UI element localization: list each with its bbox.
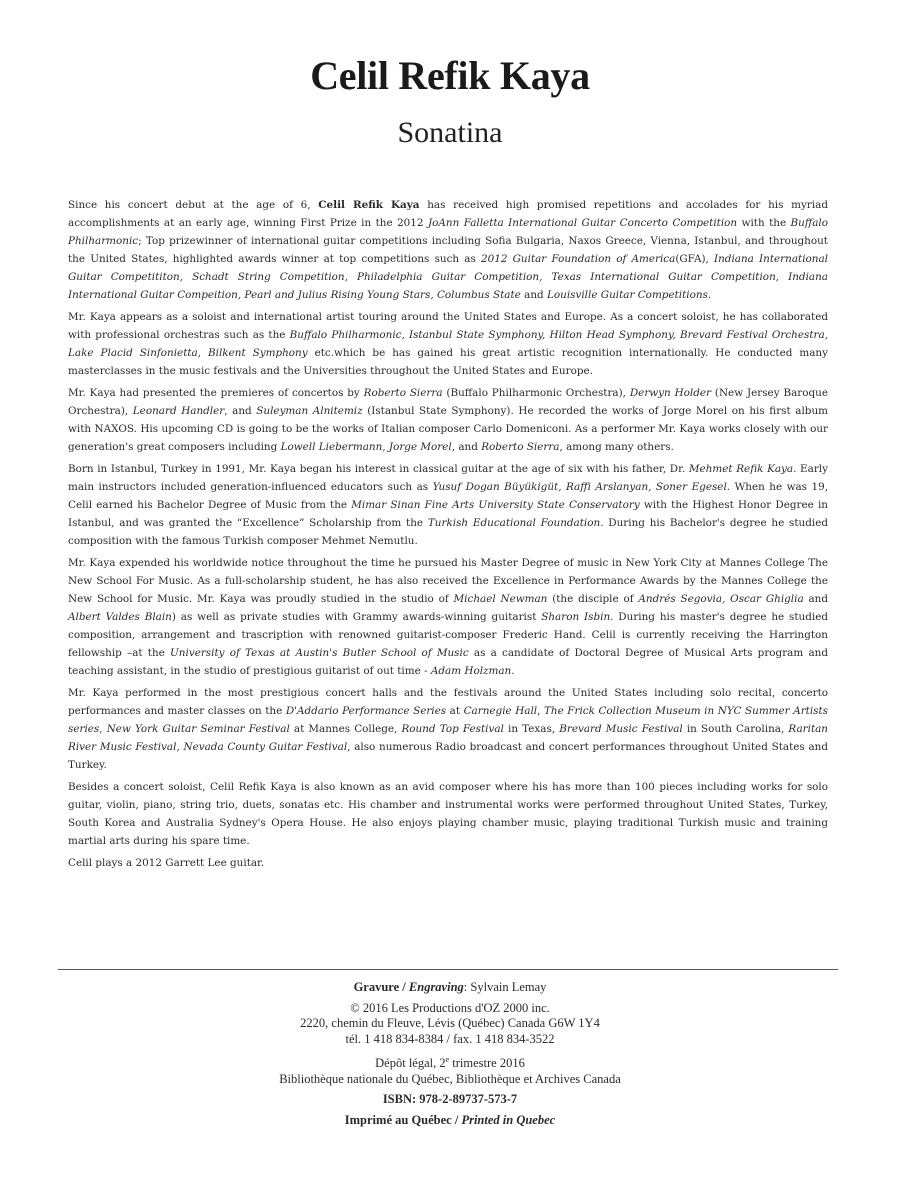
divider-line [58, 969, 838, 970]
bio-paragraph: Besides a concert soloist, Celil Refik Kaya is also known as an avid composer where his has more than 100 pieces including works for solo guitar, violin, piano, string trio, duets, sonatas etc. His chamber and instrumental works were performed throughout United States, Turkey, South Korea and Australia Sydney's Opera House. He also enjoys playing chamber music, playing traditional Turkish music and training martial arts during his spare time. [68, 781, 828, 847]
engraving-credit: Gravure / Engraving: Sylvain Lemay [353, 980, 547, 994]
libraries-line: Bibliothèque nationale du Québec, Bibliothèque et Archives Canada [279, 1071, 621, 1086]
bio-paragraph: Mr. Kaya expended his worldwide notice throughout the time he pursued his Master Degree of music in New York City at Mannes College The New School For Music. As a full-scholarship student, he has also received the Excellence in Performance Awards by the Mannes College the New School for Music. Mr. Kaya was proudly studied in the studio of Michael Newman (the disciple of Andrés Segovia, Oscar Ghiglia and Albert Valdes Blain) as well as private studies with Grammy awards-winning guitarist Sharon Isbin. During his master's degree he studied composition, arrangement and trascription with renowned guitarist-composer Frederic Hand. Celil is currently receiving the Harrington fellowship –at the University of Texas at Austin's Butler School of Music as a candidate of Doctoral Degree of Musical Arts program and teaching assistant, in the studio of prestigious guitarist of out time - Adam Holzman. [68, 557, 829, 677]
copyright-line: © 2016 Les Productions d'OZ 2000 inc. [350, 1000, 550, 1015]
publisher-phone: tél. 1 418 834-8384 / fax. 1 418 834-3522 [345, 1031, 555, 1046]
printed-in-line: Imprimé au Québec / Printed in Quebec [344, 1112, 556, 1127]
publisher-credits [0, 980, 900, 1128]
bio-paragraph: Born in Istanbul, Turkey in 1991, Mr. Kaya began his interest in classical guitar at the age of six with his father, Dr. Mehmet Refik Kaya. Early main instructors included generation-influenced educators such as Yusuf Dogan Büyükigüt, Raffi Arslanyan, Soner Egesel. When he was 19, Celil earned his Bachelor Degree of Music from the Mimar Sinan Fine Arts University State Conservatory with the Highest Honor Degree in Istanbul, and was granted the “Excellence” Scholarship from the Turkish Educational Foundation. During his Bachelor's degree he studied composition with the famous Turkish composer Mehmet Nemutlu. [68, 463, 829, 547]
legal-deposit: Dépôt légal, 2e trimestre 2016 [375, 1055, 525, 1071]
composer-biography [68, 196, 828, 876]
bio-paragraph: Mr. Kaya performed in the most prestigious concert halls and the festivals around the United States including solo recital, concerto performances and master classes on the D'Addario Performance Series at Carnegie Hall, The Frick Collection Museum in NYC Summer Artists series, New York Guitar Seminar Festival at Mannes College, Round Top Festival in Texas, Brevard Music Festival in South Carolina, Raritan River Music Festival, Nevada County Guitar Festival, also numerous Radio broadcast and concert performances throughout United States and Turkey. [68, 687, 829, 771]
bio-paragraph: Mr. Kaya appears as a soloist and international artist touring around the United States and Europe. As a concert soloist, he has collaborated with professional orchestras such as the Buffalo Philharmonic, Istanbul State Symphony, Hilton Head Symphony, Brevard Festival Orchestra, Lake Placid Sinfonietta, Bilkent Symphony etc.which be has gained his great artistic recognition internationally. He conducted many masterclasses in the music festivals and the Universities throughout the United States and Europe. [68, 311, 828, 377]
isbn-line: ISBN: 978-2-89737-573-7 [382, 1092, 518, 1107]
bio-paragraph: Since his concert debut at the age of 6, Celil Refik Kaya has received high promised repetitions and accolades for his myriad accomplishments at an early age, winning First Prize in the 2012 JoAnn Falletta International Guitar Concerto Competition with the Buffalo Philharmonic; Top prizewinner of international guitar competitions including Sofia Bulgaria, Naxos Greece, Vienna, Istanbul, and throughout the United States, highlighted awards winner at top competitions such as 2012 Guitar Foundation of America(GFA), Indiana International Guitar Competititon, Schadt String Competition, Philadelphia Guitar Competition, Texas International Guitar Competition, Indiana International Guitar Compeition, Pearl and Julius Rising Young Stars, Columbus State and Louisville Guitar Competitions. [68, 199, 829, 301]
work-title: Sonatina [397, 116, 503, 149]
publisher-address: 2220, chemin du Fleuve, Lévis (Québec) Canada G6W 1Y4 [300, 1016, 600, 1030]
bio-paragraph: Mr. Kaya had presented the premieres of concertos by Roberto Sierra (Buffalo Philharmonic Orchestra), Derwyn Holder (New Jersey Baroque Orchestra), Leonard Handler, and Suleyman Alnitemiz (Istanbul State Symphony). He recorded the works of Jorge Morel on his first album with NAXOS. His upcoming CD is going to be the works of Italian composer Carlo Domeniconi. As a performer Mr. Kaya works closely with our generation's great composers including Lowell Liebermann, Jorge Morel, and Roberto Sierra, among many others. [68, 387, 828, 453]
bio-paragraph: Celil plays a 2012 Garrett Lee guitar. [68, 857, 265, 869]
composer-name: Celil Refik Kaya [310, 53, 590, 98]
